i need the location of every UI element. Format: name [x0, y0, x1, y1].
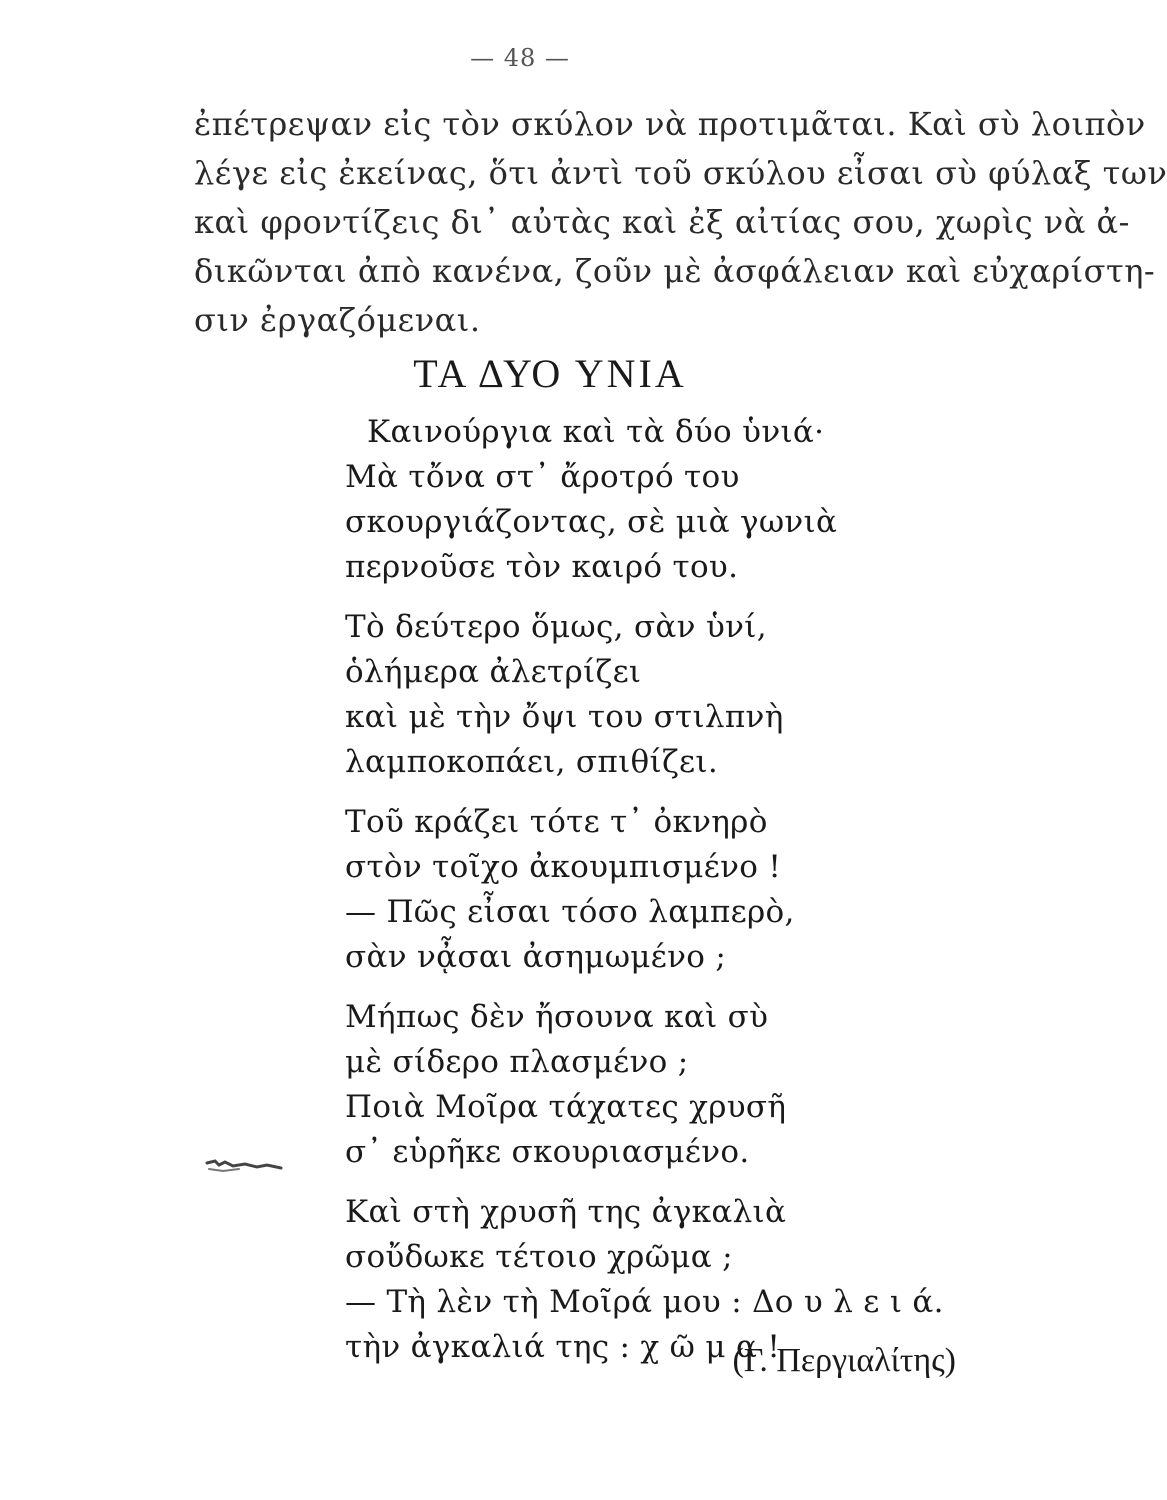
verse-line: σοὔδωκε τέτοιο χρῶμα ; [345, 1239, 733, 1275]
verse-line: Τὸ δεύτερο ὅμως, σὰν ὑνί, [345, 609, 767, 645]
verse-line: — Πῶς εἶσαι τόσο λαμπερὸ, [345, 894, 795, 930]
author-signature: (Γ. Περγιαλίτης) [732, 1342, 956, 1379]
verse-line: Καινούργια καὶ τὰ δύο ὑνιά· [367, 414, 825, 450]
poem-body [345, 410, 995, 1385]
verse-line: σ᾽ εὑρῆκε σκουριασμένο. [345, 1134, 750, 1170]
verse-line: σὰν νᾆσαι ἀσημωμένο ; [345, 939, 727, 975]
stanza-4 [345, 995, 995, 1175]
verse-line: — Τὴ λὲν τὴ Μοῖρά μου : Δο υ λ ε ι ά. [345, 1284, 944, 1320]
stanza-2 [345, 605, 995, 785]
verse-line: ὁλήμερα ἀλετρίζει [345, 654, 642, 690]
ink-smudge-mark [205, 1157, 285, 1179]
poem-title: ΤΑ ΔΥΟ ΥΝΙΑ [413, 351, 687, 396]
verse-line: τὴν ἀγκαλιά της : χ ῶ μ α ! [345, 1329, 781, 1365]
verse-line: στὸν τοῖχο ἀκουμπισμένο ! [345, 849, 782, 885]
verse-line: Καὶ στὴ χρυσῆ της ἀγκαλιὰ [345, 1194, 787, 1230]
verse-line: Μὰ τὄνα στ᾽ ἄροτρό του [345, 459, 740, 495]
stanza-3 [345, 800, 995, 980]
prose-line: λέγε εἰς ἐκείνας, ὅτι ἀντὶ τοῦ σκύλου εἶσαι σὺ φύλαξ των [194, 154, 1167, 192]
verse-line: σκουργιάζοντας, σὲ μιὰ γωνιὰ [345, 504, 838, 540]
prose-line: ἐπέτρεψαν εἰς τὸν σκύλον νὰ προτιμᾶται. Καὶ σὺ λοιπὸν [194, 105, 1146, 143]
verse-line: περνοῦσε τὸν καιρό του. [345, 549, 739, 585]
stanza-1 [345, 410, 995, 590]
verse-line: μὲ σίδερο πλασμένο ; [345, 1044, 689, 1080]
verse-line: Μήπως δὲν ἤσουνα καὶ σὺ [345, 999, 769, 1035]
prose-line: καὶ φροντίζεις δι᾽ αὐτὰς καὶ ἐξ αἰτίας σου, χωρὶς νὰ ἀ- [194, 203, 1130, 241]
prose-line: σιν ἐργαζόμεναι. [194, 301, 481, 339]
verse-line: λαμποκοπάει, σπιθίζει. [345, 744, 719, 780]
page-number: — 48 — [470, 44, 570, 72]
prose-line: δικῶνται ἀπὸ κανένα, ζοῦν μὲ ἀσφάλειαν καὶ εὐχαρίστη- [194, 252, 1156, 290]
verse-line: Ποιὰ Μοῖρα τάχατες χρυσῆ [345, 1089, 787, 1125]
prose-paragraph [194, 100, 1167, 345]
verse-line: Τοῦ κράζει τότε τ᾽ ὀκνηρὸ [345, 804, 768, 840]
verse-line: καὶ μὲ τὴν ὄψι του στιλπνὴ [345, 699, 784, 735]
